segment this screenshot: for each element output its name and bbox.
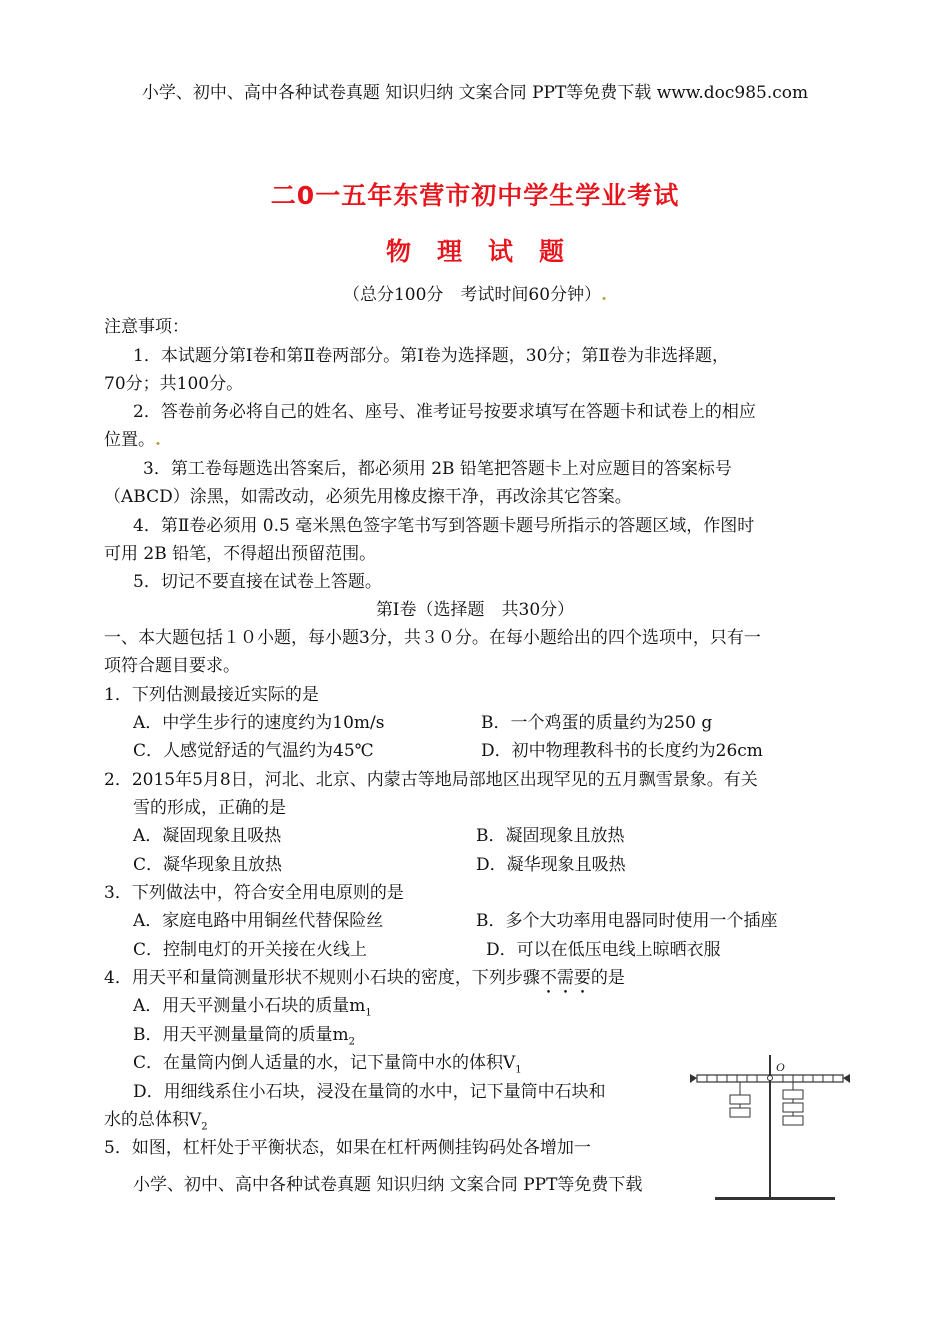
notice-item-2-cont: [104, 425, 161, 450]
q4-stem-emphasis: 不需要: [539, 968, 591, 988]
q4-stem-pre: 4．用天平和量筒测量形状不规则小石块的密度，下列步骤: [104, 968, 540, 988]
q4-option-a-text: A．用天平测量小石块的质量m: [133, 996, 366, 1016]
notice-item-1: 1．本试题分第Ⅰ卷和第Ⅱ卷两部分。第Ⅰ卷为选择题，30分；第Ⅱ卷为非选择题，: [133, 346, 729, 366]
q5-stem: 5．如图，杠杆处于平衡状态，如果在杠杆两侧挂钩码处各增加一: [104, 1138, 591, 1158]
notice-item-3-cont: （ABCD）涂黑，如需改动，必须先用橡皮擦干净，再改涂其它答案。: [104, 487, 632, 507]
q4-option-b-sub: 2: [348, 1036, 355, 1048]
page-header: 小学、初中、高中各种试卷真题 知识归纳 文案合同 PPT等免费下载 www.doc985.com: [141, 83, 809, 103]
q2-option-a: A．凝固现象且吸热: [133, 826, 282, 846]
notice-item-2: 2．答卷前务必将自己的姓名、座号、准考证号按要求填写在答题卡和试卷上的相应: [133, 402, 756, 422]
q3-option-a: A．家庭电路中用铜丝代替保险丝: [133, 911, 384, 931]
notice-item-3: 3．第工卷每题选出答案后，都必须用 2B 铅笔把答题卡上对应题目的答案标号: [143, 459, 732, 479]
q2-option-c: C．凝华现象且放热: [133, 855, 283, 875]
right-weight: [783, 1090, 803, 1099]
exam-title: 二0一五年东营市初中学生学业考试: [270, 181, 680, 210]
section-intro-cont: 项符合题目要求。: [104, 656, 240, 676]
q3-option-b: B．多个大功率用电器同时使用一个插座: [476, 911, 778, 931]
q4-option-b-text: B．用天平测量量筒的质量m: [133, 1025, 349, 1045]
q1-option-c: C．人感觉舒适的气温约为45℃: [133, 741, 374, 761]
section-heading: 第Ⅰ卷（选择题 共30分）: [375, 600, 575, 620]
q1-option-d: D．初中物理教科书的长度约为26cm: [481, 741, 763, 761]
stray-mark: .: [155, 430, 161, 450]
q4-option-c-sub: 1: [515, 1064, 522, 1076]
page-footer: 小学、初中、高中各种试卷真题 知识归纳 文案合同 PPT等免费下载: [133, 1175, 643, 1195]
lever-figure: [685, 1050, 860, 1205]
lever-stand-base: [715, 1197, 835, 1200]
q4-option-a: [133, 991, 372, 1018]
left-weight: [730, 1095, 750, 1104]
q4-option-c-text: C．在量筒内倒人适量的水，记下量筒中水的体积V: [133, 1053, 516, 1073]
q3-option-c: C．控制电灯的开关接在火线上: [133, 940, 368, 960]
exam-info-text: （总分100分 考试时间60分钟）: [342, 285, 602, 305]
q1-option-b: B．一个鸡蛋的质量约为250 g: [481, 713, 713, 733]
q2-option-d: D．凝华现象且吸热: [476, 855, 626, 875]
pivot-label: O: [776, 1060, 785, 1074]
q4-option-b: [133, 1020, 355, 1047]
q4-option-a-sub: 1: [365, 1007, 372, 1019]
q4-option-d-cont: [104, 1105, 208, 1132]
subject-title: 物理试题: [385, 237, 590, 266]
exam-info: [0, 280, 950, 305]
q1-stem: 1．下列估测最接近实际的是: [104, 685, 319, 705]
notice-item-4-cont: 可用 2B 铅笔，不得超出预留范围。: [104, 544, 377, 564]
q4-option-d-sub: 2: [201, 1121, 208, 1133]
right-weight: [783, 1116, 803, 1125]
right-weight: [783, 1103, 803, 1112]
notice-item-5: 5．切记不要直接在试卷上答题。: [133, 572, 382, 592]
lever-left-nut: [690, 1074, 697, 1083]
notice-item-2-text: 位置。: [104, 430, 155, 450]
q3-stem: 3．下列做法中，符合安全用电原则的是: [104, 883, 404, 903]
notice-item-1-cont: 70分；共100分。: [104, 374, 244, 394]
q2-stem: 2．2015年5月8日，河北、北京、内蒙古等地局部地区出现罕见的五月飘雪景象。有关: [104, 770, 758, 790]
q4-option-c: [133, 1048, 522, 1075]
notice-item-4: 4．第Ⅱ卷必须用 0.5 毫米黑色签字笔书写到答题卡题号所指示的答题区域，作图时: [133, 516, 755, 536]
stray-mark: .: [601, 285, 607, 305]
q4-option-d: D．用细线系住小石块，浸没在量筒的水中，记下量筒中石块和: [133, 1082, 606, 1102]
q1-option-a: A．中学生步行的速度约为10m/s: [133, 713, 385, 733]
section-intro: 一、本大题包括１０小题，每小题3分，共３０分。在每小题给出的四个选项中，只有一: [104, 628, 761, 648]
lever-right-nut: [843, 1074, 850, 1083]
q2-option-b: B．凝固现象且放热: [476, 826, 625, 846]
lever-pivot: [768, 1076, 773, 1081]
left-weight: [730, 1108, 750, 1117]
notice-heading: 注意事项：: [104, 317, 189, 337]
q3-option-d: D．可以在低压电线上晾晒衣服: [486, 940, 721, 960]
q2-stem-cont: 雪的形成，正确的是: [133, 798, 286, 818]
q4-stem-post: 的是: [590, 968, 625, 988]
q4-option-d-text: 水的总体积V: [104, 1110, 202, 1130]
